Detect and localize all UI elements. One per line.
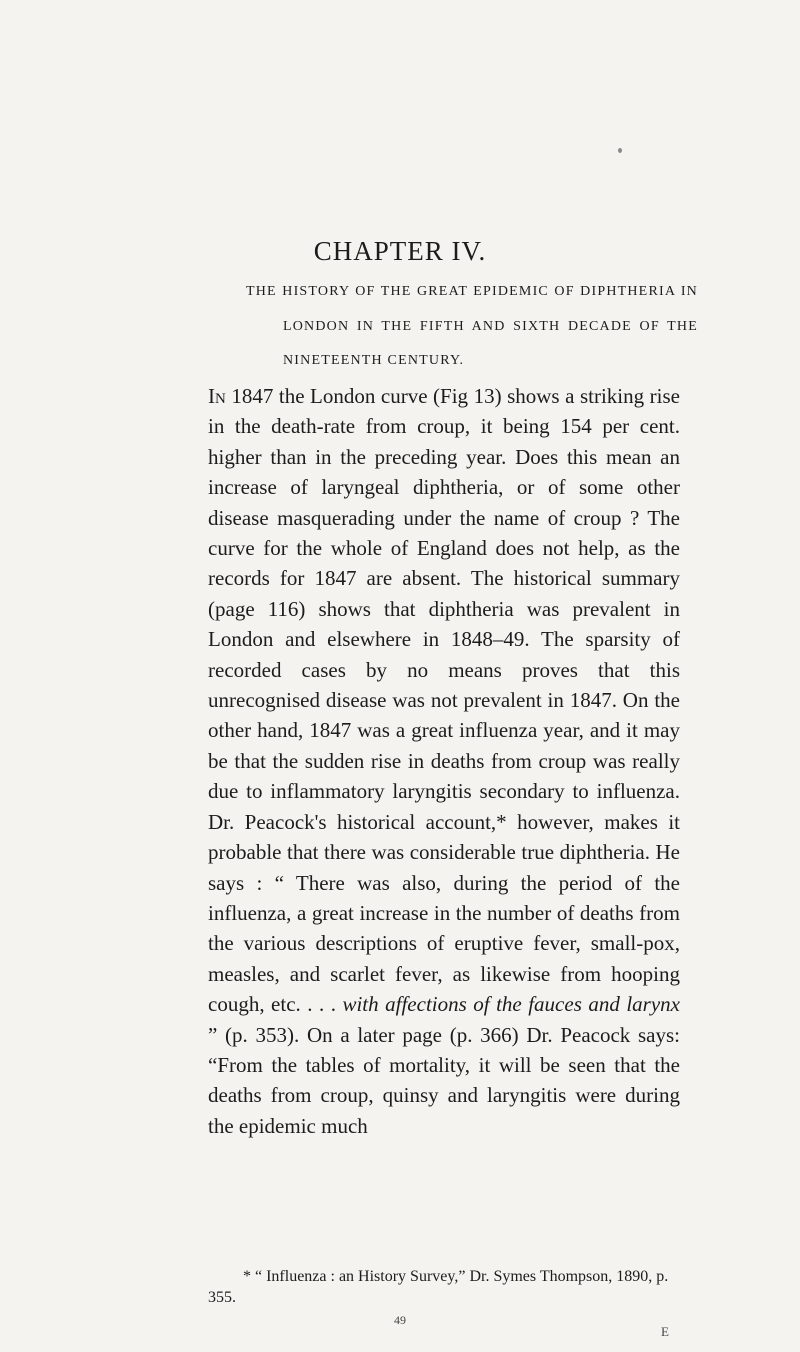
lead-word: In bbox=[208, 384, 226, 408]
italic-quote: with affections of the fauces and larynx bbox=[342, 992, 680, 1017]
chapter-title: CHAPTER IV. bbox=[313, 236, 487, 266]
page-number: 49 bbox=[394, 1313, 406, 1327]
footnote: * “ Influenza : an History Survey,” Dr. Symes Thompson, 1890, p. 355. bbox=[208, 1268, 669, 1306]
body-text-segment-1: 1847 the London curve (Fig 13) shows a striking rise in the death-rate from croup, it being 154 per cent. higher than in the preceding year. Does this mean an increase of laryngeal diphtheria, or of some other disease masquerading under the name of croup ? The curve for the whole of England does not help, as the records for 1847 are absent. The historical summary (page 116) shows that diphtheria was prevalent in London and elsewhere in 1848–49. The sparsity of recorded cases by no means proves that this unrecognised disease was not prevalent in 1847. On the other hand, 1847 was a great influenza year, and it may be that the sudden rise in deaths from croup was really due to inflammatory laryngitis secondary to influenza. Dr. Peacock's historical account,* however, makes it probable that there was considerable true diphtheria. He says : “ There was also, during the period of the influenza, a great increase in the number of deaths from the various descriptions of eruptive fever, small-pox, measles, and scarlet fever, as likewise from hooping cough, etc. . . . bbox=[208, 384, 680, 1017]
chapter-subtitle: THE HISTORY OF THE GREAT EPIDEMIC OF DIPHTHERIA IN LONDON IN THE FIFTH AND SIXTH DECADE OF THE NINETEENTH CENTURY. bbox=[246, 284, 698, 368]
ink-speck bbox=[618, 148, 622, 153]
signature-mark: E bbox=[661, 1324, 669, 1339]
body-text-segment-2: ” (p. 353). On a later page (p. 366) Dr. Peacock says: “From the tables of mortality, it will be seen that the deaths from croup, quinsy and laryngitis were during the epidemic much bbox=[208, 1022, 680, 1138]
body-paragraph bbox=[208, 381, 680, 1141]
